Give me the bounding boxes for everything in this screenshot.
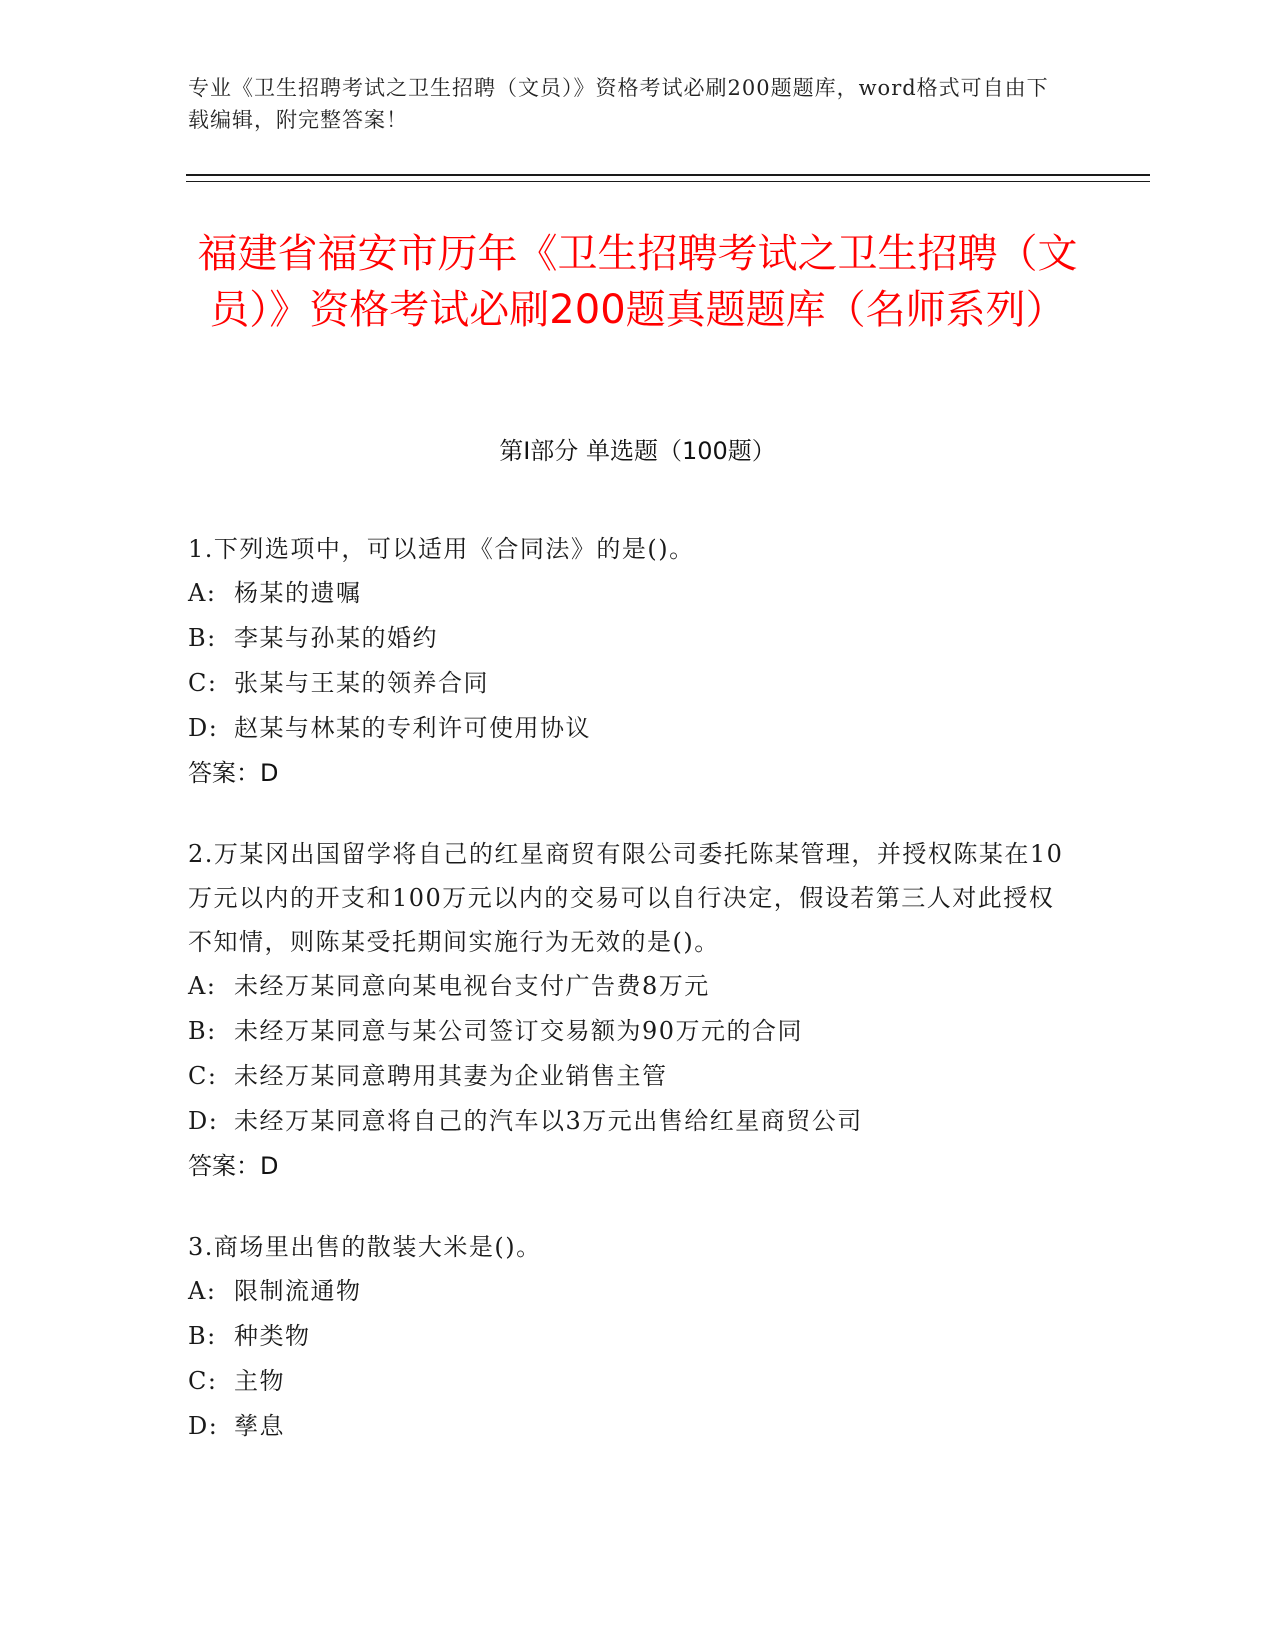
option-text: 种类物 bbox=[234, 1322, 311, 1350]
option-key: D: bbox=[188, 1107, 219, 1135]
option-b bbox=[188, 1009, 1068, 1054]
option-d bbox=[188, 706, 1068, 751]
option-d bbox=[188, 1404, 1068, 1449]
answer: 答案：D bbox=[188, 759, 279, 787]
option-text: 孳息 bbox=[234, 1412, 285, 1440]
question-3 bbox=[188, 1225, 1068, 1449]
option-key: B: bbox=[188, 624, 217, 652]
question-stem: 1.下列选项中，可以适用《合同法》的是()。 bbox=[188, 535, 695, 563]
question-stem: 3.商场里出售的散装大米是()。 bbox=[188, 1233, 542, 1261]
option-text: 未经万某同意将自己的汽车以3万元出售给红星商贸公司 bbox=[234, 1107, 863, 1135]
option-text: 未经万某同意与某公司签订交易额为90万元的合同 bbox=[234, 1017, 804, 1045]
option-text: 杨某的遗嘱 bbox=[234, 579, 362, 607]
option-d bbox=[188, 1099, 1068, 1144]
header-divider-thick bbox=[186, 174, 1150, 176]
option-key: A: bbox=[188, 579, 217, 607]
document-title: 福建省福安市历年《卫生招聘考试之卫生招聘（文员）》资格考试必刷200题真题题库（名师系列） bbox=[197, 231, 1078, 333]
option-a bbox=[188, 571, 1068, 616]
section-title: 第I部分 单选题（100题） bbox=[499, 437, 776, 465]
option-c bbox=[188, 1054, 1068, 1099]
header-divider-thin bbox=[186, 181, 1150, 182]
question-list bbox=[188, 527, 1068, 1485]
option-key: D: bbox=[188, 714, 219, 742]
option-text: 李某与孙某的婚约 bbox=[234, 624, 438, 652]
option-text: 未经万某同意聘用其妻为企业销售主管 bbox=[234, 1062, 668, 1090]
option-a bbox=[188, 1269, 1068, 1314]
option-key: B: bbox=[188, 1322, 217, 1350]
question-1 bbox=[188, 527, 1068, 796]
option-key: A: bbox=[188, 1277, 217, 1305]
option-b bbox=[188, 1314, 1068, 1359]
option-a bbox=[188, 964, 1068, 1009]
option-key: C: bbox=[188, 1367, 218, 1395]
option-b bbox=[188, 616, 1068, 661]
option-key: C: bbox=[188, 1062, 218, 1090]
question-2 bbox=[188, 832, 1068, 1189]
option-key: D: bbox=[188, 1412, 219, 1440]
option-text: 未经万某同意向某电视台支付广告费8万元 bbox=[234, 972, 710, 1000]
option-key: B: bbox=[188, 1017, 217, 1045]
option-text: 张某与王某的领养合同 bbox=[234, 669, 489, 697]
answer: 答案：D bbox=[188, 1152, 279, 1180]
option-key: C: bbox=[188, 669, 218, 697]
option-text: 主物 bbox=[234, 1367, 285, 1395]
option-key: A: bbox=[188, 972, 217, 1000]
option-c bbox=[188, 661, 1068, 706]
header-note: 专业《卫生招聘考试之卫生招聘（文员）》资格考试必刷200题题库，word格式可自由下载编辑，附完整答案！ bbox=[188, 76, 1049, 132]
option-text: 赵某与林某的专利许可使用协议 bbox=[234, 714, 591, 742]
option-c bbox=[188, 1359, 1068, 1404]
option-text: 限制流通物 bbox=[234, 1277, 362, 1305]
question-stem: 2.万某冈出国留学将自己的红星商贸有限公司委托陈某管理，并授权陈某在10万元以内的开支和100万元以内的交易可以自行决定，假设若第三人对此授权不知情，则陈某受托期间实施行为无效的是()。 bbox=[188, 840, 1064, 956]
